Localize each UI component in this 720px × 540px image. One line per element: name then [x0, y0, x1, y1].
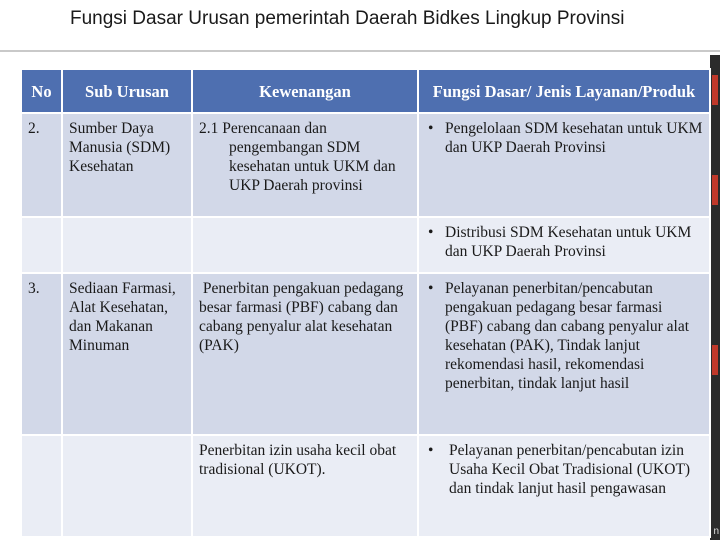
title-divider — [0, 50, 720, 52]
kewenangan-text: 2.1 Perencanaan dan pengembangan SDM kesehatan untuk UKM dan UKP Daerah provinsi — [199, 120, 396, 194]
header-sub-urusan: Sub Urusan — [62, 69, 192, 113]
cell-sub-urusan: Sumber Daya Manusia (SDM) Kesehatan — [62, 113, 192, 217]
cell-no: 2. — [21, 113, 62, 217]
cell-kewenangan: Penerbitan pengakuan pedagang besar farmasi (PBF) cabang dan cabang penyalur alat kesehatan (PAK) — [192, 273, 418, 435]
cell-fungsi — [418, 113, 710, 217]
cell-kewenangan — [192, 217, 418, 273]
page-title: Fungsi Dasar Urusan pemerintah Daerah Bidkes Lingkup Provinsi — [70, 8, 625, 29]
table-row — [21, 273, 710, 435]
edge-letter: n — [713, 526, 719, 537]
fungsi-bullet-item: • Pengelolaan SDM kesehatan untuk UKM dan UKP Daerah Provinsi — [445, 119, 703, 157]
side-edge-strip — [710, 55, 720, 540]
cell-no: 3. — [21, 273, 62, 435]
cell-no — [21, 217, 62, 273]
fungsi-bullet-item: • Pelayanan penerbitan/pencabutan izin Usaha Kecil Obat Tradisional (UKOT) dan tindak lanjut hasil pengawasan — [449, 441, 703, 498]
kewenangan-table — [20, 68, 711, 538]
cell-fungsi — [418, 435, 710, 537]
table-row — [21, 217, 710, 273]
cell-fungsi — [418, 273, 710, 435]
cell-sub-urusan — [62, 435, 192, 537]
table-row — [21, 113, 710, 217]
cell-sub-urusan: Sediaan Farmasi, Alat Kesehatan, dan Makanan Minuman — [62, 273, 192, 435]
header-kewenangan: Kewenangan — [192, 69, 418, 113]
cell-fungsi — [418, 217, 710, 273]
fungsi-bullet-item: • Pelayanan penerbitan/pencabutan pengakuan pedagang besar farmasi (PBF) cabang dan cabang penyalur alat kesehatan (PAK), Tindak lanjut rekomendasi hasil, rekomendasi penerbitan, tindak lanjut hasil — [445, 279, 703, 393]
table-row — [21, 435, 710, 537]
header-fungsi: Fungsi Dasar/ Jenis Layanan/Produk — [418, 69, 710, 113]
cell-sub-urusan — [62, 217, 192, 273]
cell-kewenangan: Penerbitan izin usaha kecil obat tradisional (UKOT). — [192, 435, 418, 537]
fungsi-bullet-item: • Distribusi SDM Kesehatan untuk UKM dan UKP Daerah Provinsi — [445, 223, 703, 261]
table-header-row — [21, 69, 710, 113]
cell-kewenangan — [192, 113, 418, 217]
header-no: No — [21, 69, 62, 113]
cell-no — [21, 435, 62, 537]
